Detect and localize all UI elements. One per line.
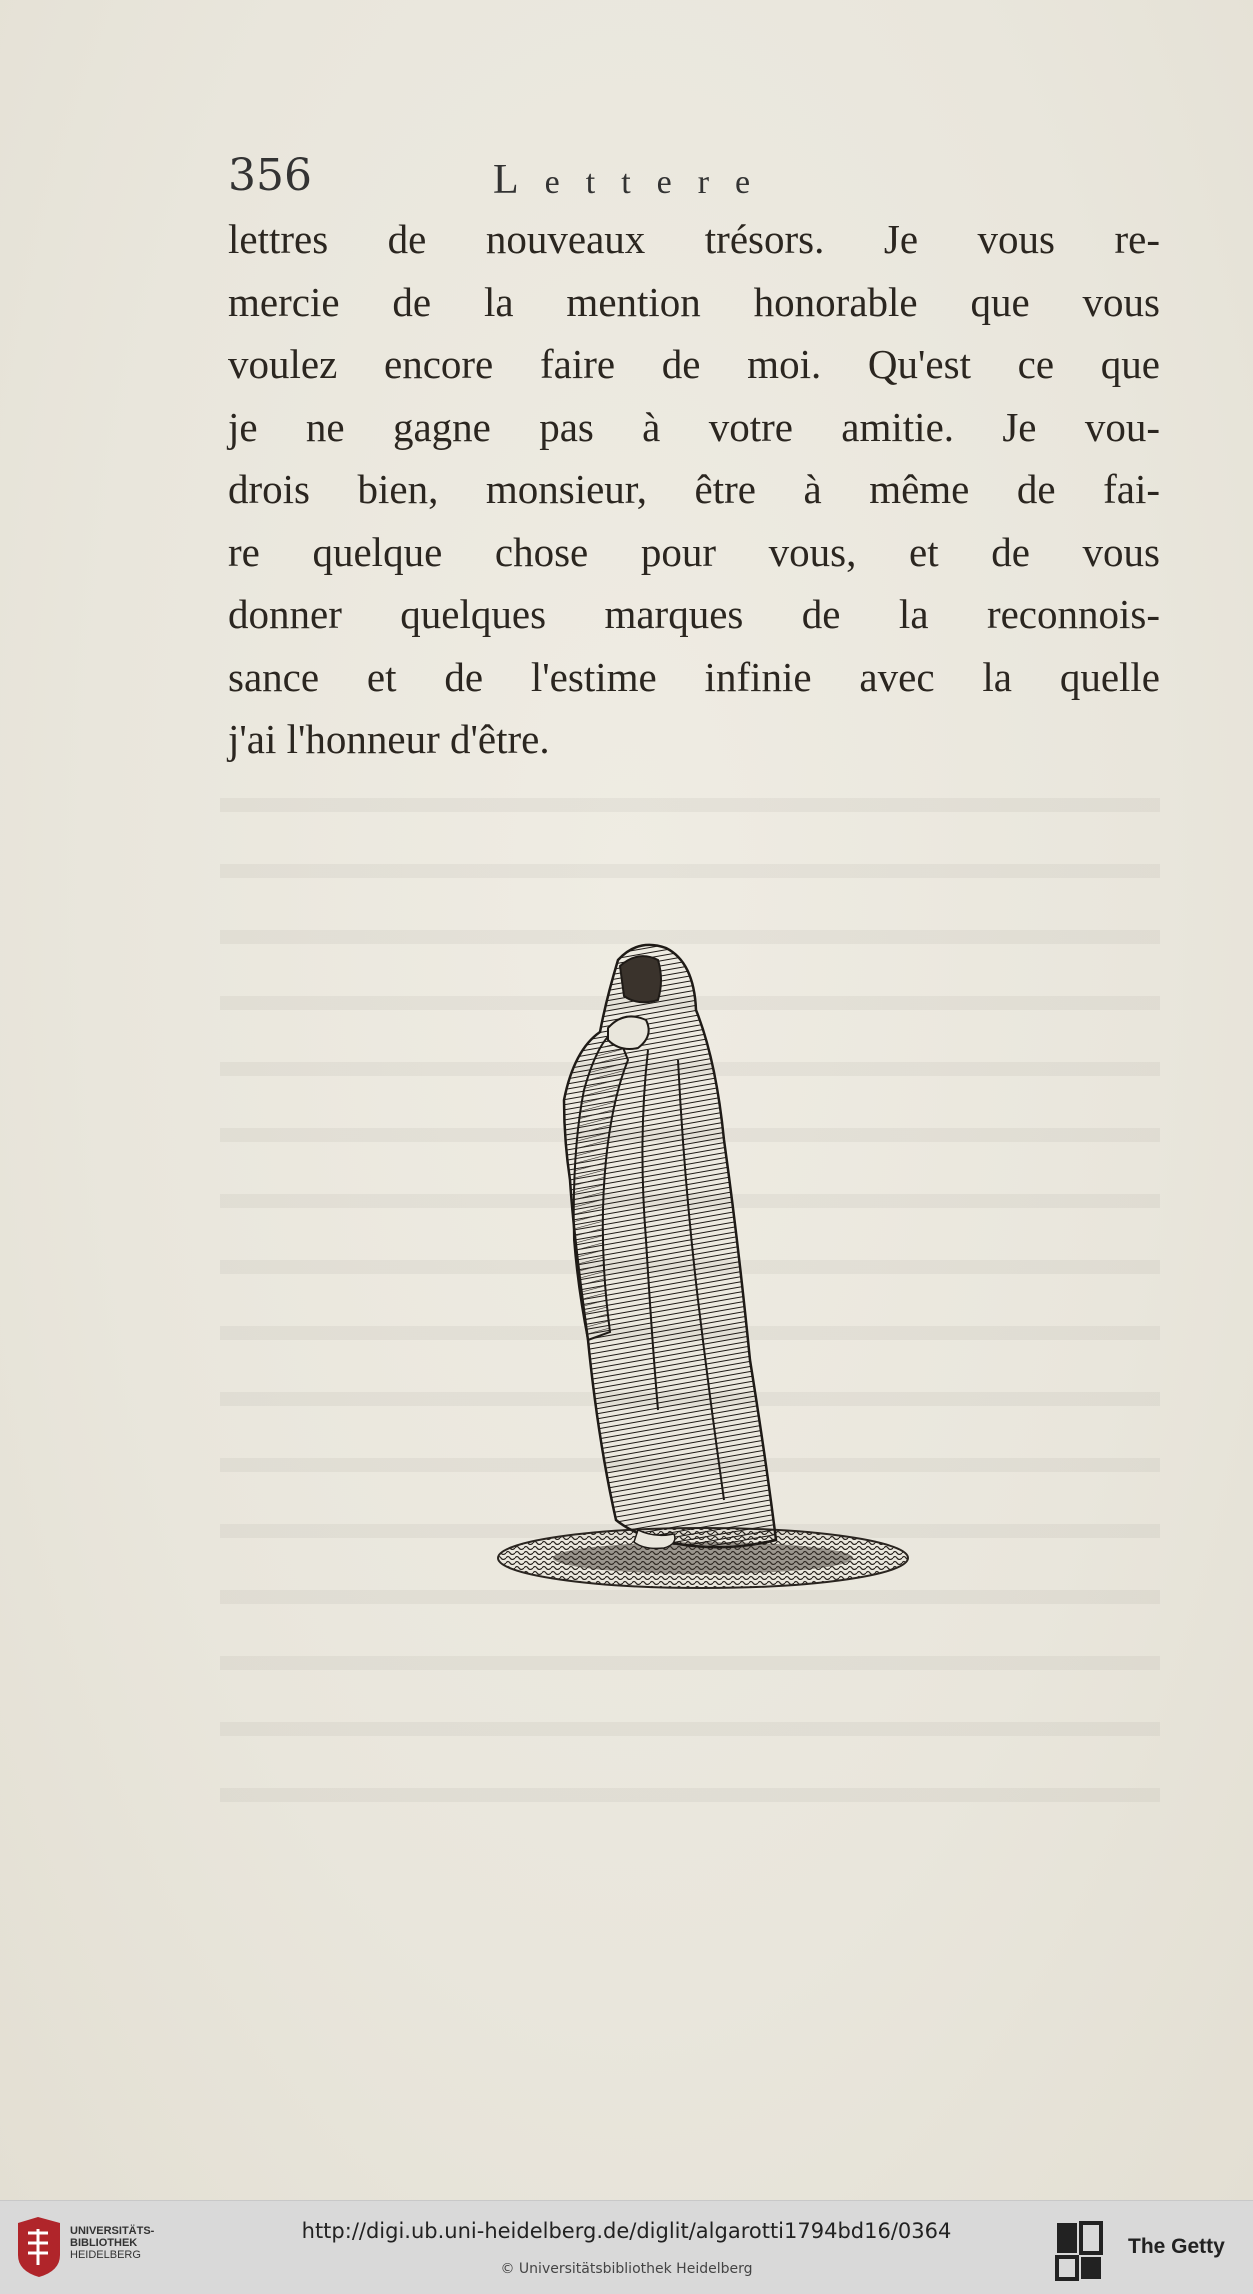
text-line: drois bien, monsieur, être à même de fai- [228,466,1160,512]
text-line: re quelque chose pour vous, et de vous [228,528,1160,575]
text-line: mercie de la mention honorable que vous [228,278,1160,325]
text-line: je ne gagne pas à votre amitie. Je vou- [228,403,1160,450]
veiled-figure-engraving [488,940,918,1600]
institution-name: UNIVERSITÄTS- BIBLIOTHEK HEIDELBERG [70,2225,155,2261]
page-header [228,150,1168,210]
letter-text [228,208,1160,771]
copyright-notice: © Universitätsbibliothek Heidelberg [500,2261,753,2277]
digitization-footer [0,2200,1253,2294]
text-line: lettres de nouveaux trésors. Je vous re- [228,216,1160,262]
text-line: voulez encore faire de moi. Qu'est ce que [228,341,1160,387]
page-number: 356 [228,150,312,201]
getty-logo [1053,2219,1105,2283]
partner-name: The Getty [1128,2235,1225,2258]
permalink[interactable]: http://digi.ub.uni-heidelberg.de/diglit/algarotti1794bd16/0364 [301,2219,952,2243]
text-line: donner quelques marques de la reconnois- [228,591,1160,637]
running-head: Lettere [493,157,777,203]
text-line: j'ai l'honneur d'être. [228,716,550,762]
text-line: sance et de l'estime infinie avec la quelle [228,653,1160,700]
